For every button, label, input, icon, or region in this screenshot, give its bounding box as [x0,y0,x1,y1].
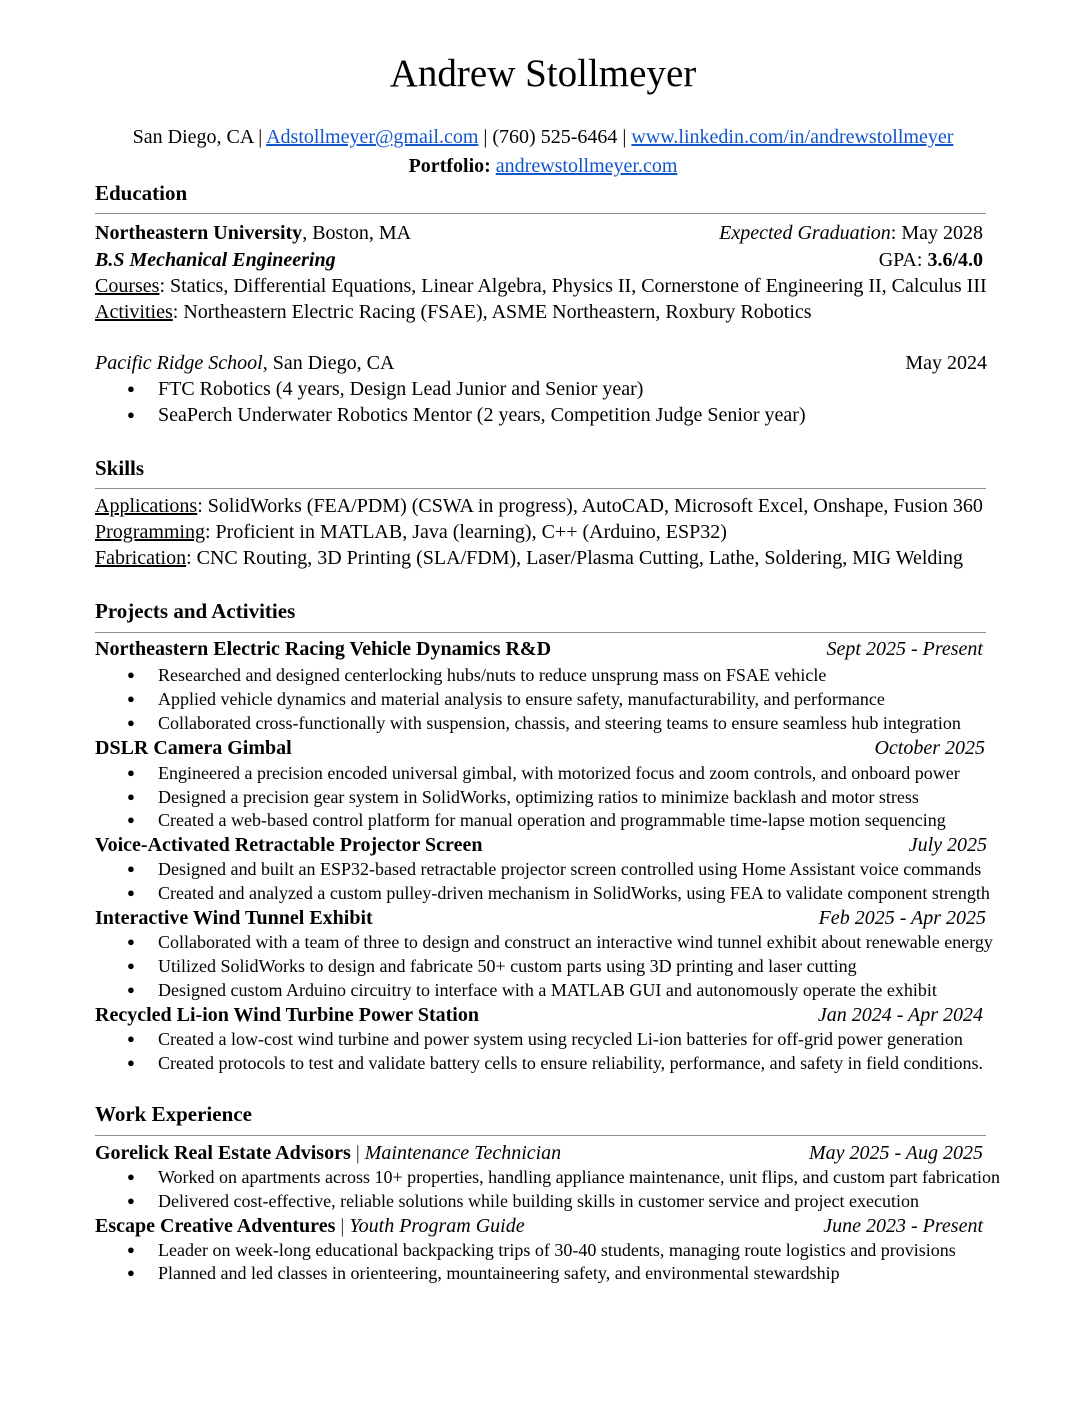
company-name: Gorelick Real Estate Advisors [95,1142,351,1164]
section-divider [95,488,986,489]
section-title-education: Education [95,181,188,205]
project-header [95,1002,983,1028]
phone: (760) 525-6464 [492,126,618,148]
section-divider [95,213,986,214]
section-title-work: Work Experience [95,1102,252,1126]
school-location: San Diego, CA [267,352,395,374]
project-date: October 2025 [874,737,985,759]
activities-label: Activities [95,301,173,323]
portfolio-label: Portfolio: [408,155,491,177]
portfolio-line [0,153,1086,179]
project-header [95,905,986,931]
job-date: June 2023 - Present [823,1215,983,1237]
degree: B.S Mechanical Engineering [95,249,336,271]
project-header [95,832,987,858]
job-header: Gorelick Real Estate Advisors | Maintenance Technician May 2025 - Aug 2025 [95,1142,983,1164]
section-title-skills: Skills [95,456,145,480]
job-date: May 2025 - Aug 2025 [808,1142,983,1164]
education-degree-row [95,247,983,273]
project-name: Recycled Li-ion Wind Turbine Power Station [95,1004,479,1026]
project-name: Interactive Wind Tunnel Exhibit [95,907,373,929]
separator: | [622,126,627,148]
graduation-label: Expected Graduation [719,222,891,244]
project-name: Northeastern Electric Racing Vehicle Dynamics R&D [95,638,552,660]
skills-line-applications: Applications: SolidWorks (FEA/PDM) (CSWA in progress), AutoCAD, Microsoft Excel, Onshape, Fusion 360 [95,495,983,517]
project-header [95,636,983,662]
contact-line [0,124,1086,150]
project-date: Jan 2024 - Apr 2024 [817,1004,983,1026]
candidate-name: Andrew Stollmeyer [389,52,697,95]
project-date: July 2025 [908,834,987,856]
courses-label: Courses [95,275,160,297]
school-name: Pacific Ridge School, [95,352,268,374]
gpa-label: GPA: [878,249,928,271]
school-location: , Boston, MA [302,222,412,244]
separator: | [483,126,488,148]
school-date: May 2024 [905,352,987,374]
project-name: DSLR Camera Gimbal [95,737,292,759]
education-pacific-header [95,350,987,376]
section-divider [95,1135,986,1136]
email-link[interactable]: Adstollmeyer@gmail.com [266,126,479,148]
portfolio-link[interactable]: andrewstollmeyer.com [495,155,678,177]
job-role: Youth Program Guide [349,1215,525,1237]
separator: | [258,126,263,148]
resume-page: Andrew Stollmeyer San Diego, CA | Adstollmeyer@gmail.com | (760) 525-6464 | www.linkedin.com/in/andrewstollmeyer Portfolio: andrewstollmeyer.com Education Northeastern University, Boston, MA Expected Graduation: May 2028 B.S Mechanical Engineering GPA: 3.6/4.0 Courses: Statics, Differential Equations, Linear Algebra, Physics II, Cornerstone of Engineering II, Calculus III Activities: Northeastern Electric Racing (FSAE), ASME Northeastern, Roxbury Robotics Pacific Ridge School, San Diego, CA May 2024 ● FTC Robotics (4 years, Design Lead Junior and Senior year) ● SeaPerch Underwater Robotics Mentor (2 years, Competition Judge Senior year) Skills Applications: SolidWorks (FEA/PDM) (CSWA in progress), AutoCAD, Microsoft Excel, Onshape, Fusion 360 Programming: Proficient in MATLAB, Java (learning), C++ (Arduino, ESP32) Fabrication: CNC Routing, 3D Printing (SLA/FDM), Laser/Plasma Cutting, Lathe, Soldering, MIG Welding Projects and Activities Northeastern Electric Racing Vehicle Dynamics R&D Sept 2025 - Present ● Researched and designed centerlocking hubs/nuts to reduce unsprung mass on FSAE vehicle ● Applied vehicle dynamics and material analysis to ensure safety, manufacturability, and performance ● Collaborated cross-functionally with suspension, chassis, and steering teams to ensure seamless hub integration DSLR Camera Gimbal October 2025 ● Engineered a precision encoded universal gimbal, with motorized focus and zoom controls, and onboard power ● Designed a precision gear system in SolidWorks, optimizing ratios to minimize backlash and motor stress ● Created a web-based control platform for manual operation and programmable time-lapse motion sequencing Voice-Activated Retractable Projector Screen July 2025 ● Designed and built an ESP32-based retractable projector screen controlled using Home Assistant voice commands ● Created and analyzed a custom pulley-driven mechanism in SolidWorks, using FEA to validate component strength Interactive Wind Tunnel Exhibit Feb 2025 - Apr 2025 ● Collaborated with a team of three to design and construct an interactive wind tunnel exhibit about renewable energy ● Utilized SolidWorks to design and fabricate 50+ custom parts using 3D printing and laser cutting ● Designed custom Arduino circuitry to interface with a MATLAB GUI and autonomously operate the exhibit Recycled Li-ion Wind Turbine Power Station Jan 2024 - Apr 2024 ● Created a low-cost wind turbine and power system using recycled Li-ion batteries for off-grid power generation ● Created protocols to test and validate battery cells to ensure reliability, performance, and safety in field conditions. Work Experience Gorelick Real Estate Advisors | Maintenance Technician May 2025 - Aug 2025 ● Worked on apartments across 10+ properties, handling appliance maintenance, unit flips, and custom part fabrication ● Delivered cost-effective, reliable solutions while building skills in customer service and project execution Escape Creative Adventures | Youth Program Guide June 2023 - Present ● Leader on week-long educational backpacking trips of 30-40 students, managing route logistics and provisions ● Planned and led classes in orienteering, mountaineering safety, and environmental stewardship [0,0,1086,1402]
skills-line-fabrication: Fabrication: CNC Routing, 3D Printing (SLA/FDM), Laser/Plasma Cutting, Lathe, Soldering, MIG Welding [95,547,963,569]
courses-line [95,273,987,299]
school-name: Northeastern University [95,222,303,244]
graduation-date: : May 2028 [890,222,983,244]
project-date: Sept 2025 - Present [826,638,983,660]
courses-text: : Statics, Differential Equations, Linear Algebra, Physics II, Cornerstone of Engineering II, Calculus III [159,275,987,297]
job-role: Maintenance Technician [364,1142,562,1164]
project-header [95,735,985,761]
section-title-projects: Projects and Activities [95,599,296,623]
activities-line [95,299,812,325]
project-name: Voice-Activated Retractable Projector Screen [95,834,483,856]
gpa-value: 3.6/4.0 [927,249,983,271]
education-northeastern-header [95,220,983,246]
linkedin-link[interactable]: www.linkedin.com/in/andrewstollmeyer [631,126,954,148]
company-name: Escape Creative Adventures [95,1215,336,1237]
project-date: Feb 2025 - Apr 2025 [818,907,986,929]
location: San Diego, CA [132,126,254,148]
skills-line-programming: Programming: Proficient in MATLAB, Java (learning), C++ (Arduino, ESP32) [95,521,727,543]
section-divider [95,632,986,633]
activities-text: : Northeastern Electric Racing (FSAE), ASME Northeastern, Roxbury Robotics [172,301,812,323]
job-header: Escape Creative Adventures | Youth Program Guide June 2023 - Present [95,1215,983,1237]
